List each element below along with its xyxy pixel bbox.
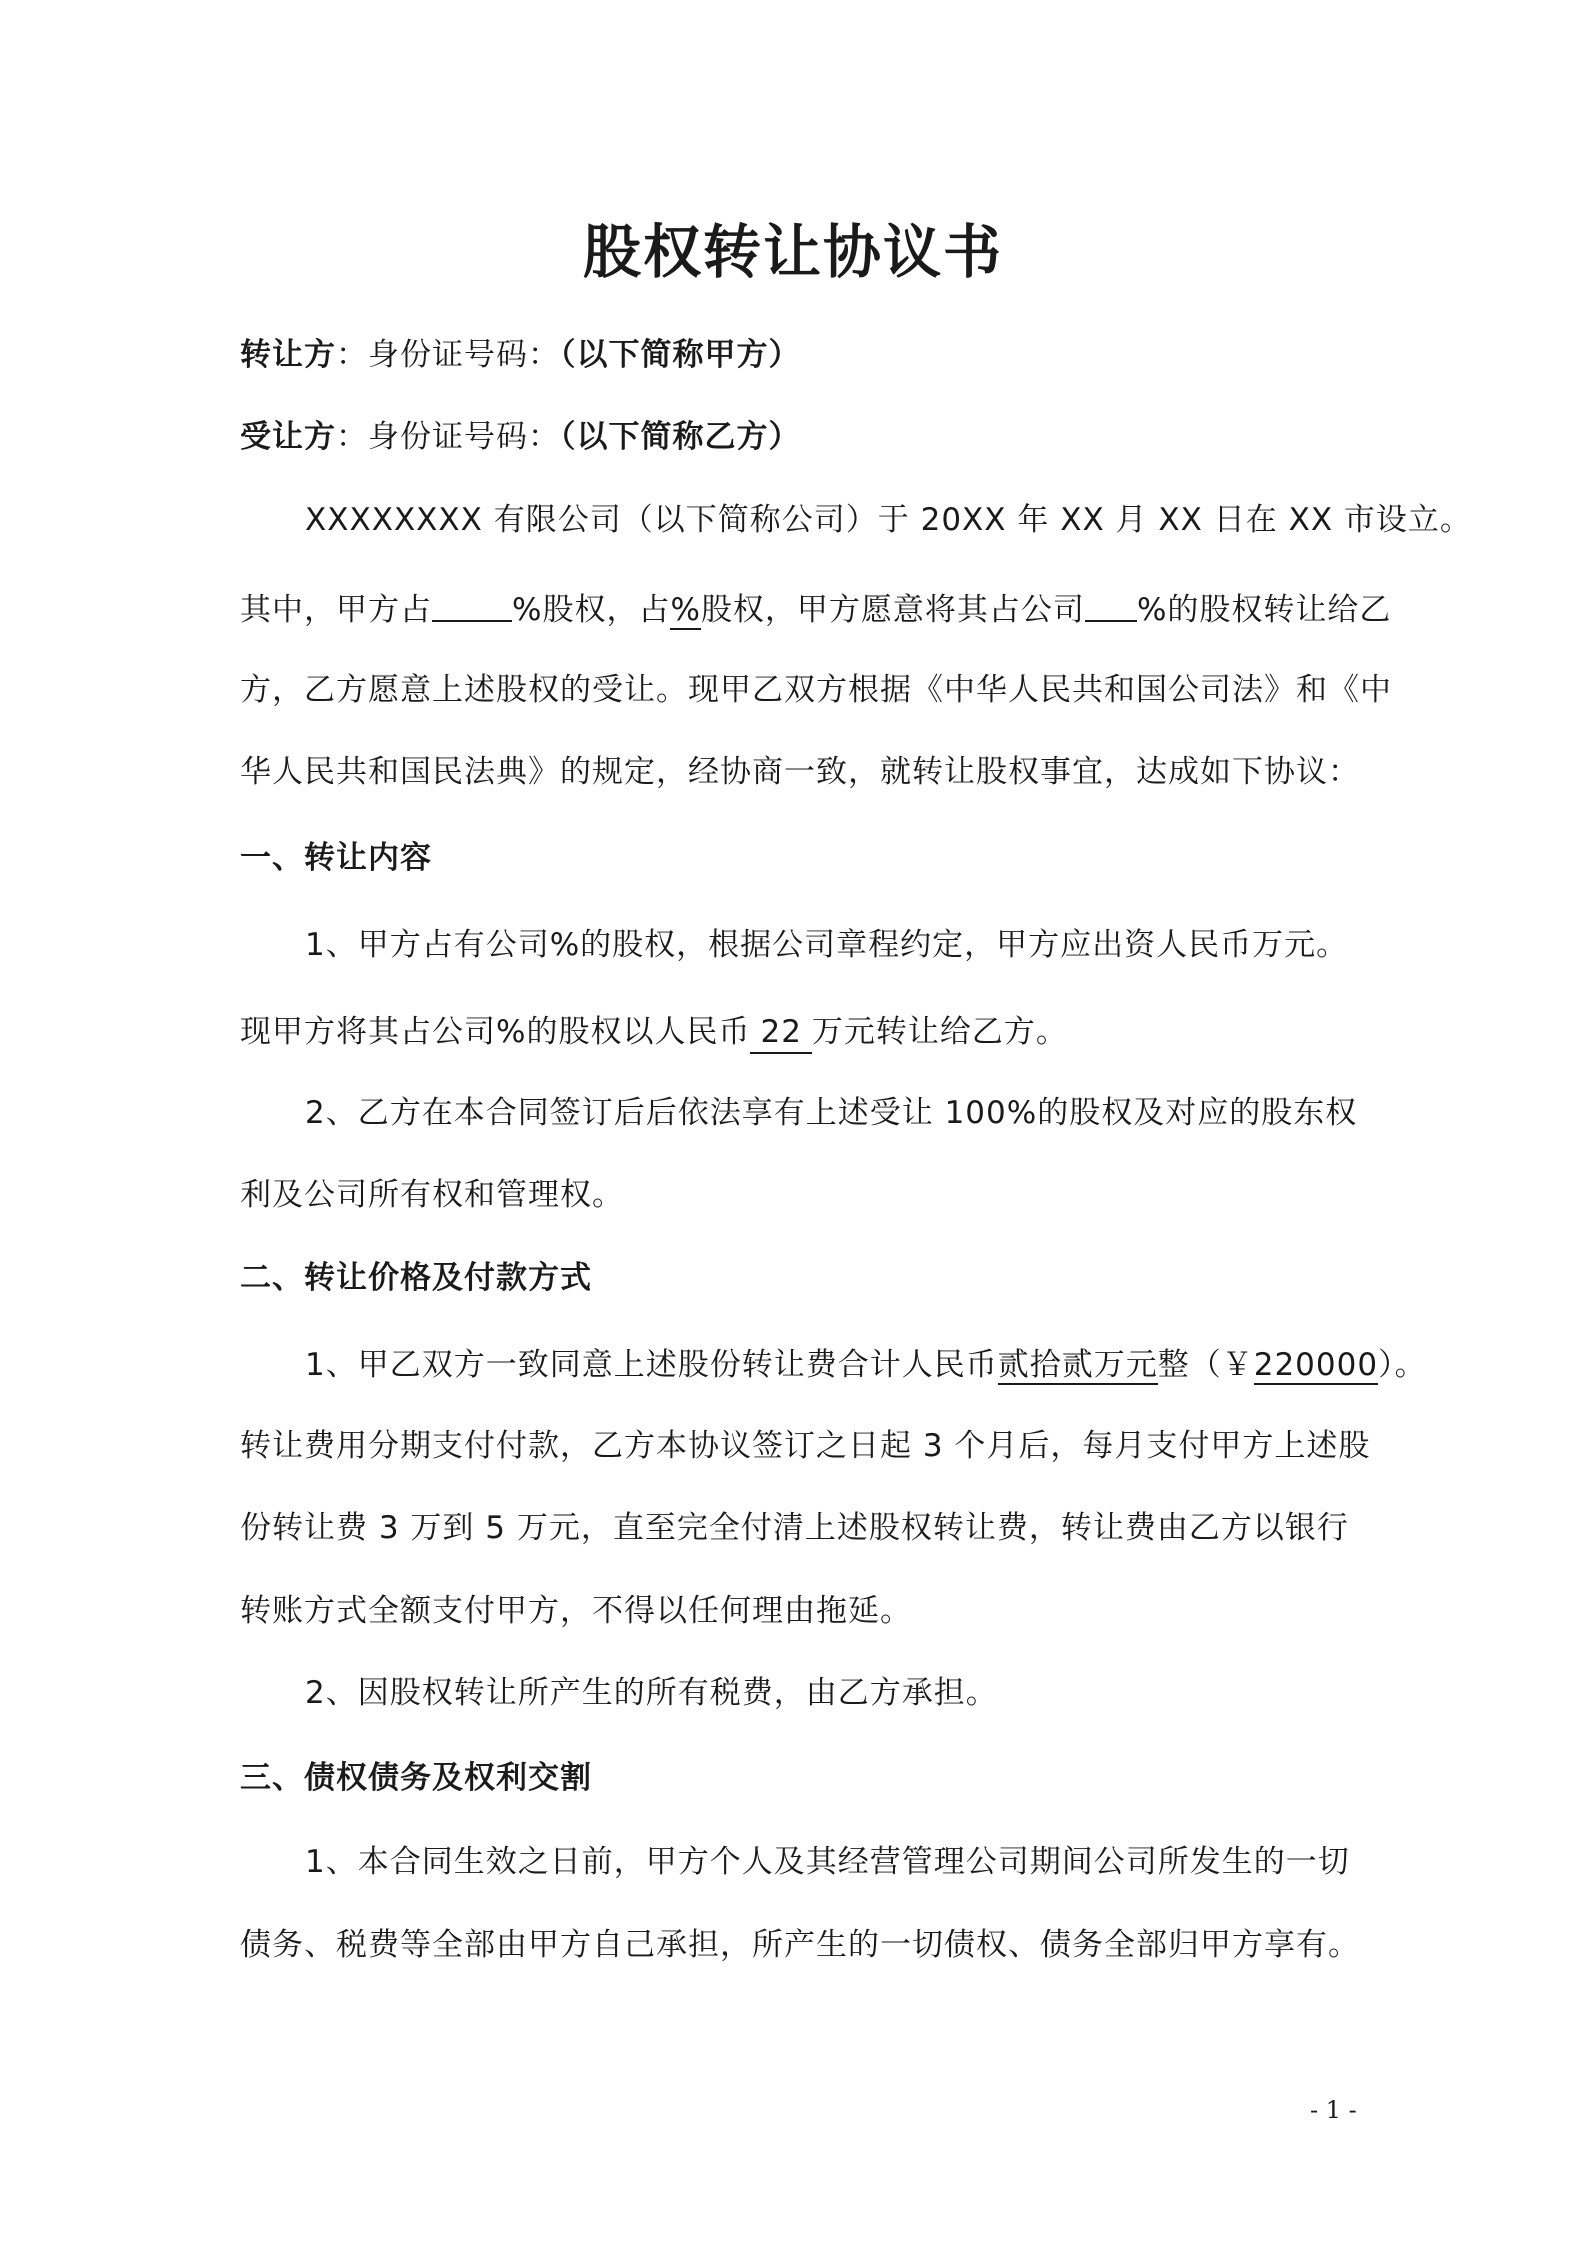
section-1-clause-1-line-2 xyxy=(240,1012,1068,1054)
transfer-amount: 22 xyxy=(750,1012,811,1054)
intro-line-2 xyxy=(240,590,1391,630)
blank-field xyxy=(1085,590,1137,622)
section-2-clause-2: 2、因股权转让所产生的所有税费，由乙方承担。 xyxy=(305,1675,998,1711)
intro-line-1: XXXXXXXX 有限公司（以下简称公司）于 20XX 年 XX 月 XX 日在 XX 市设立。 xyxy=(305,502,1472,538)
transferee-alias: （以下简称乙方） xyxy=(560,419,801,455)
clause-text: 现甲方将其占公司%的股权以人民币 xyxy=(240,1014,751,1050)
clause-text: 整（￥ xyxy=(1157,1347,1254,1383)
section-2-clause-1-line-3: 份转让费 3 万到 5 万元，直至完全付清上述股权转让费，转让费由乙方以银行 xyxy=(240,1510,1349,1546)
clause-text: 万元转让给乙方。 xyxy=(811,1014,1068,1050)
transferor-id-label: ：身份证号码： xyxy=(336,337,560,373)
intro-text: 其中，甲方占 xyxy=(240,592,432,628)
transferor-line xyxy=(240,335,801,375)
percent-underlined: % xyxy=(670,592,701,628)
section-2-clause-1-line-1 xyxy=(305,1345,1427,1385)
section-1-clause-2-line-1: 2、乙方在本合同签订后后依法享有上述受让 100%的股权及对应的股东权 xyxy=(305,1095,1358,1131)
document-title: 股权转让协议书 xyxy=(582,218,1003,286)
transferee-id-label: ：身份证号码： xyxy=(336,419,560,455)
section-2-heading: 二、转让价格及付款方式 xyxy=(240,1260,592,1296)
section-2-clause-1-line-2: 转让费用分期支付付款，乙方本协议签订之日起 3 个月后，每月支付甲方上述股 xyxy=(240,1428,1371,1464)
section-1-clause-1-line-1: 1、甲方占有公司%的股权，根据公司章程约定，甲方应出资人民币万元。 xyxy=(305,927,1349,963)
blank-field xyxy=(432,590,512,622)
amount-in-figures: 220000 xyxy=(1253,1347,1379,1383)
intro-text: 股权，甲方愿意将其占公司 xyxy=(700,592,1085,628)
transferor-alias: （以下简称甲方） xyxy=(560,337,801,373)
section-3-heading: 三、债权债务及权利交割 xyxy=(240,1760,592,1796)
section-2-clause-1-line-4: 转账方式全额支付甲方，不得以任何理由拖延。 xyxy=(240,1593,912,1629)
intro-text: %股权，占 xyxy=(512,592,671,628)
clause-text: ）。 xyxy=(1378,1347,1427,1383)
intro-line-4: 华人民共和国民法典》的规定，经协商一致，就转让股权事宜，达成如下协议： xyxy=(240,754,1360,790)
clause-text: 1、甲乙双方一致同意上述股份转让费合计人民币 xyxy=(305,1347,998,1383)
section-3-clause-1-line-1: 1、本合同生效之日前，甲方个人及其经营管理公司期间公司所发生的一切 xyxy=(305,1844,1350,1880)
transferee-line xyxy=(240,417,801,457)
transferor-label: 转让方 xyxy=(240,337,336,373)
transferee-label: 受让方 xyxy=(240,419,336,455)
intro-line-3: 方，乙方愿意上述股权的受让。现甲乙双方根据《中华人民共和国公司法》和《中 xyxy=(240,672,1392,708)
section-3-clause-1-line-2: 债务、税费等全部由甲方自己承担，所产生的一切债权、债务全部归甲方享有。 xyxy=(240,1927,1360,1963)
section-1-clause-2-line-2: 利及公司所有权和管理权。 xyxy=(240,1177,624,1213)
intro-text: %的股权转让给乙 xyxy=(1136,592,1392,628)
section-1-heading: 一、转让内容 xyxy=(240,840,432,876)
amount-in-words: 贰拾贰万元 xyxy=(997,1347,1158,1383)
page-number: - 1 - xyxy=(1310,2096,1357,2124)
